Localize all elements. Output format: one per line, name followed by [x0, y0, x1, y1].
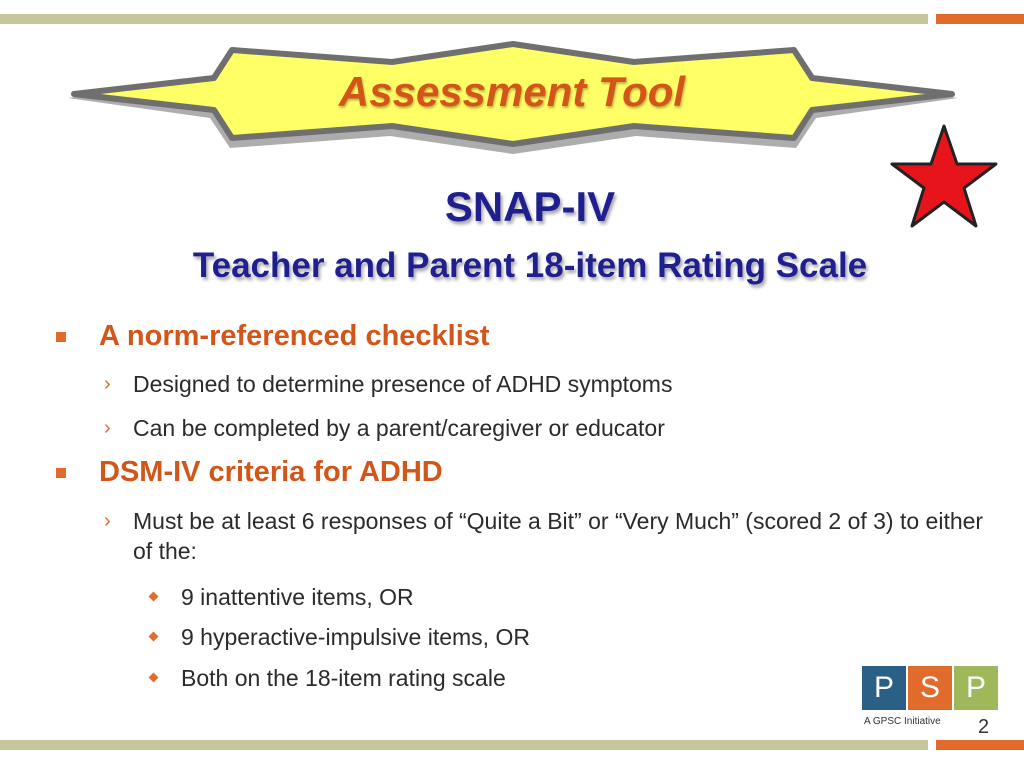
- bullet-text: DSM-IV criteria for ADHD: [99, 456, 443, 488]
- diamond-bullet-icon: [149, 673, 159, 683]
- logo-letter-s: S: [908, 666, 952, 710]
- slide-subtitle: Teacher and Parent 18-item Rating Scale: [192, 246, 868, 285]
- bullet-text: A norm-referenced checklist: [99, 320, 490, 352]
- square-bullet-icon: [56, 468, 66, 478]
- page-number: 2: [978, 716, 990, 738]
- logo-letter-p2: P: [954, 666, 998, 710]
- chevron-right-icon: ›: [104, 510, 111, 532]
- diamond-bullet-icon: [149, 592, 159, 602]
- top-rule-right: [936, 14, 1024, 24]
- subsubbullet-text: 9 hyperactive-impulsive items, OR: [181, 624, 530, 650]
- diamond-bullet-icon: [149, 632, 159, 642]
- chevron-right-icon: ›: [104, 417, 111, 439]
- banner-title: Assessment Tool: [338, 68, 686, 115]
- subsubbullet-text: 9 inattentive items, OR: [181, 584, 414, 610]
- subbullet-text: Can be completed by a parent/caregiver or educator: [133, 415, 665, 441]
- slide-title: SNAP-IV: [444, 183, 616, 230]
- subsubbullet-text: Both on the 18-item rating scale: [181, 665, 506, 691]
- chevron-right-icon: ›: [104, 373, 111, 395]
- subbullet-text: Designed to determine presence of ADHD symptoms: [133, 371, 673, 397]
- square-bullet-icon: [56, 332, 66, 342]
- bottom-rule-left: [0, 740, 928, 750]
- logo-tagline: A GPSC Initiative: [864, 716, 941, 727]
- logo-letter-p1: P: [862, 666, 906, 710]
- bottom-rule-right: [936, 740, 1024, 750]
- top-rule-left: [0, 14, 928, 24]
- subbullet-text: Must be at least 6 responses of “Quite a Bit” or “Very Much” (scored 2 of 3) to either of the:: [133, 508, 984, 564]
